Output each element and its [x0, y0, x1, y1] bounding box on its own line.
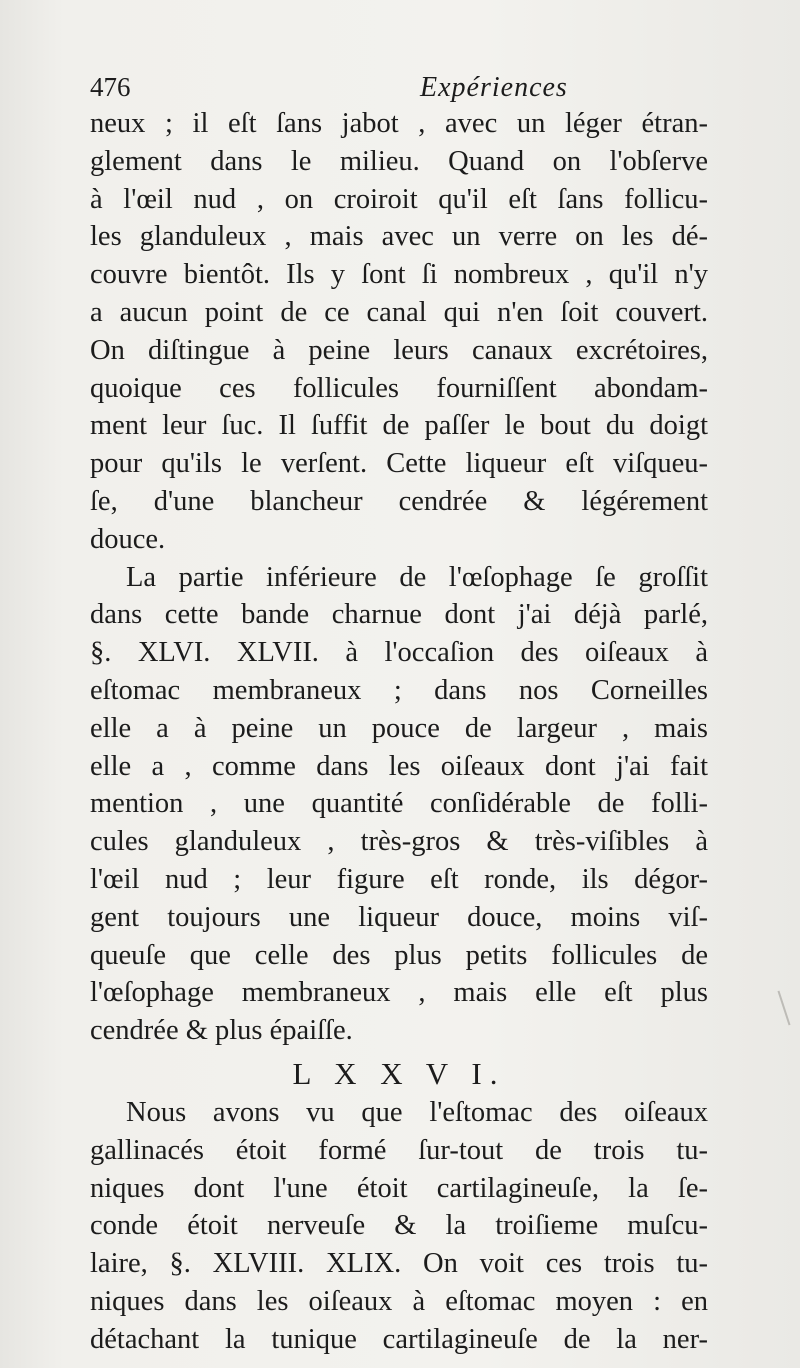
page-number: 476: [90, 72, 131, 102]
text-line: à l'œil nud , on croiroit qu'il eſt ſans follicu-: [90, 183, 708, 215]
text-line: gallinacés étoit formé ſur-tout de trois tu-: [90, 1134, 708, 1166]
page-text: [90, 105, 708, 1359]
text-line: laire, §. XLVIII. XLIX. On voit ces trois tu-: [90, 1248, 708, 1280]
text-line: ſe, d'une blancheur cendrée & légérement: [90, 485, 708, 517]
paragraph: [90, 1094, 708, 1359]
text-line: eſtomac membraneux ; dans nos Corneilles: [90, 674, 708, 706]
text-line: l'œil nud ; leur figure eſt ronde, ils dégor-: [90, 863, 708, 895]
text-line: glement dans le milieu. Quand on l'obſerve: [90, 145, 708, 177]
text-line: les glanduleux , mais avec un verre on les dé-: [90, 221, 708, 253]
text-line: Nous avons vu que l'eſtomac des oiſeaux: [126, 1096, 708, 1128]
text-line: douce.: [90, 523, 166, 555]
text-line: gent toujours une liqueur douce, moins viſ-: [90, 901, 708, 933]
text-line: neux ; il eſt ſans jabot , avec un léger étran-: [90, 108, 708, 139]
text-line: queuſe que celle des plus petits follicules de: [90, 939, 708, 971]
text-line: §. XLVI. XLVII. à l'occaſion des oiſeaux à: [90, 637, 708, 669]
paragraph-continued: [90, 105, 708, 559]
text-line: mention , une quantité conſidérable de folli-: [90, 788, 708, 820]
text-line: niques dans les oiſeaux à eſtomac moyen : en: [90, 1285, 708, 1317]
text-line: l'œſophage membraneux , mais elle eſt plus: [90, 977, 708, 1009]
text-line: niques dont l'une étoit cartilagineuſe, la ſe-: [90, 1172, 708, 1204]
paragraph: [90, 559, 708, 1050]
text-line: conde étoit nerveuſe & la troiſieme muſcu-: [90, 1210, 708, 1242]
text-line: quoique ces follicules fourniſſent abondam-: [90, 372, 708, 404]
text-line: couvre bientôt. Ils y ſont ſi nombreux , qu'il n'y: [90, 259, 708, 291]
text-line: détachant la tunique cartilagineuſe de la ner-: [90, 1323, 708, 1355]
text-line: elle a , comme dans les oiſeaux dont j'ai fait: [90, 750, 708, 782]
text-line: cendrée & plus épaiſſe.: [90, 1015, 353, 1047]
text-line: a aucun point de ce canal qui n'en ſoit couvert.: [90, 296, 708, 328]
section-heading: L X X V I.: [292, 1055, 506, 1091]
text-line: pour qu'ils le verſent. Cette liqueur eſt viſqueu-: [90, 448, 708, 480]
text-line: ment leur ſuc. Il ſuffit de paſſer le bout du doigt: [90, 410, 708, 442]
page-header: [90, 70, 730, 110]
margin-mark: [777, 991, 790, 1026]
text-line: cules glanduleux , très-gros & très-viſibles à: [90, 826, 708, 858]
running-head: Expériences: [420, 72, 568, 103]
text-line: dans cette bande charnue dont j'ai déjà parlé,: [90, 599, 708, 631]
text-line: La partie inférieure de l'œſophage ſe groſſit: [126, 561, 708, 593]
text-line: elle a à peine un pouce de largeur , mais: [90, 712, 708, 744]
text-line: On diſtingue à peine leurs canaux excrétoires,: [90, 334, 708, 366]
